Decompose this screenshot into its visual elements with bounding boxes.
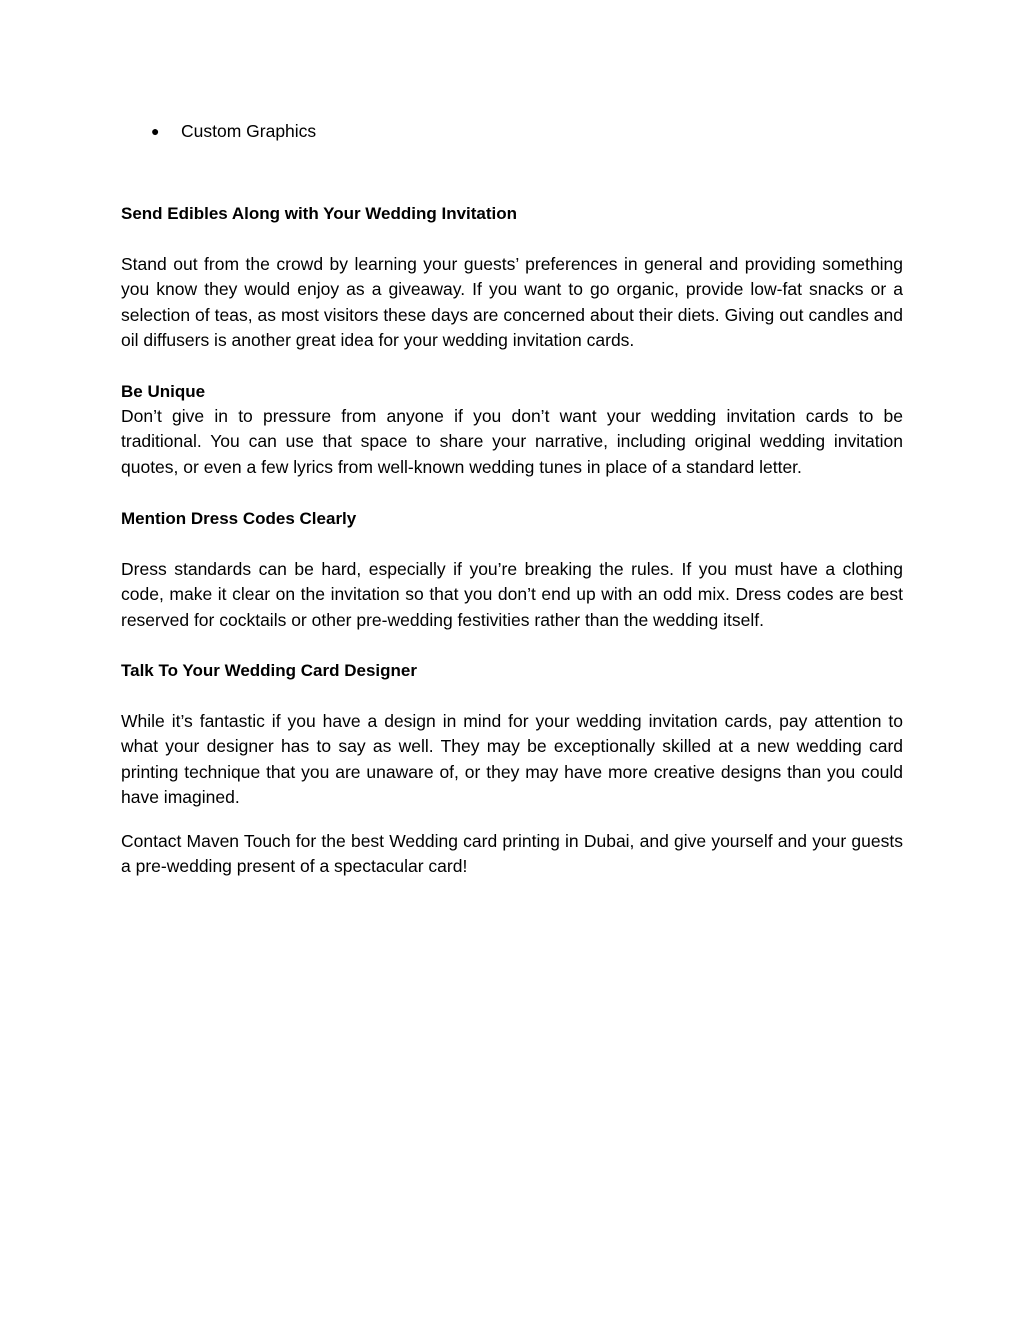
section-heading-edibles: Send Edibles Along with Your Wedding Invitation — [121, 204, 518, 223]
section-heading-unique: Be Unique — [121, 382, 206, 401]
bullet-icon: ● — [151, 123, 160, 139]
section-body-unique: Don’t give in to pressure from anyone if you don’t want your wedding invitation cards to be traditional. You can use that space to share your narrative, including original wedding invitation quotes, or even a few lyrics from well-known wedding tunes in place of a standard letter. — [121, 406, 903, 477]
bullet-list — [151, 119, 316, 144]
section-body-edibles: Stand out from the crowd by learning your guests’ preferences in general and providing something you know they would enjoy as a giveaway. If you want to go organic, provide low-fat snacks or a selection of teas, as most visitors these days are concerned about their diets. Giving out candles and oil diffusers is another great idea for your wedding invitation cards. — [121, 254, 903, 351]
section-body-designer: While it’s fantastic if you have a design in mind for your wedding invitation cards, pay attention to what your designer has to say as well. They may be exceptionally skilled at a new wedding card printing technique that you are unaware of, or they may have more creative designs than you could have imagined. — [121, 711, 903, 808]
section-body-contact: Contact Maven Touch for the best Wedding card printing in Dubai, and give yourself and your guests a pre-wedding present of a spectacular card! — [121, 831, 903, 877]
section-heading-dress: Mention Dress Codes Clearly — [121, 509, 357, 528]
list-item — [151, 119, 316, 144]
list-item-text: Custom Graphics — [181, 121, 317, 141]
section-heading-designer: Talk To Your Wedding Card Designer — [121, 661, 417, 680]
section-body-dress: Dress standards can be hard, especially if you’re breaking the rules. If you must have a clothing code, make it clear on the invitation so that you don’t end up with an odd mix. Dress codes are best reserved for cocktails or other pre-wedding festivities rather than the wedding itself. — [121, 559, 903, 630]
